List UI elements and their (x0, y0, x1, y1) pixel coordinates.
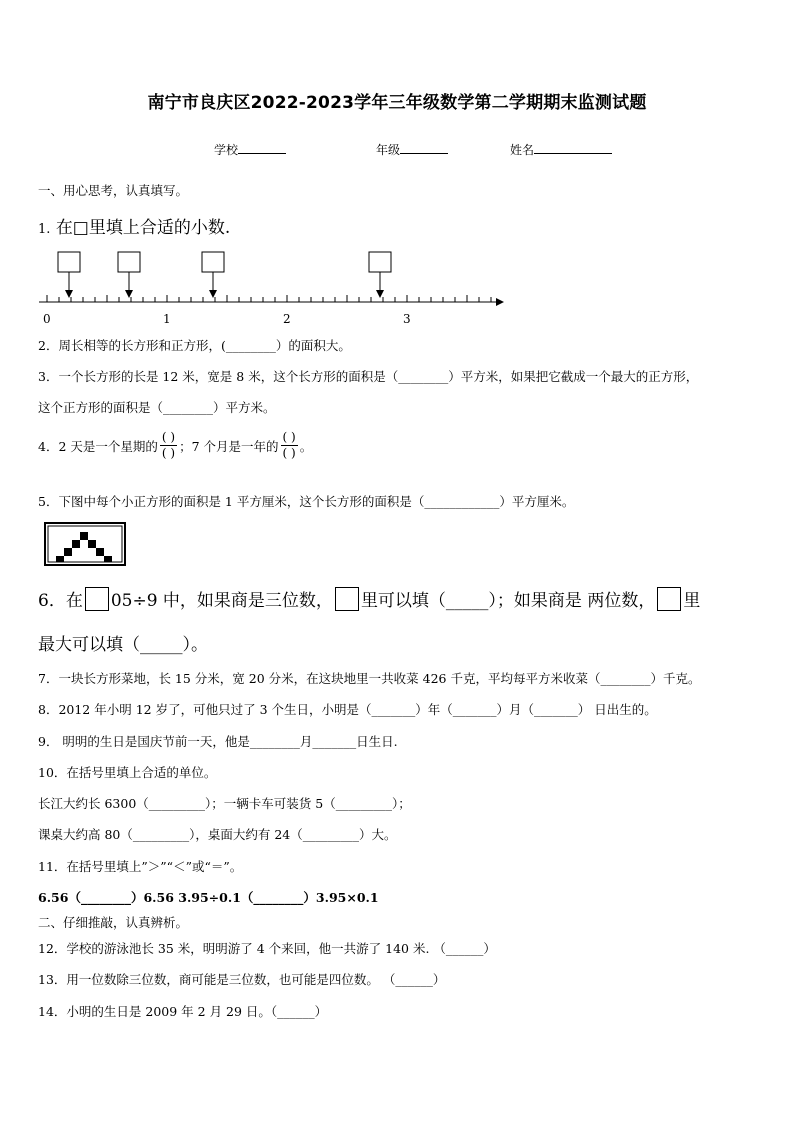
q6-text-a: 6．在 (38, 591, 83, 611)
question-5: 5．下图中每个小正方形的面积是 1 平方厘米，这个长方形的面积是（____________）平方厘米。 (38, 494, 575, 509)
grade-field[interactable] (376, 141, 448, 158)
q6-text-b: 05÷9 中，如果商是三位数， (110, 591, 333, 611)
question-10-heading: 10．在括号里填上合适的单位。 (38, 765, 217, 780)
q4-text-a: 4．2 天是一个星期的 (38, 438, 158, 454)
fraction-1-denominator[interactable]: ( ) (161, 446, 176, 460)
question-6-line-1 (38, 586, 700, 611)
answer-box-2[interactable] (118, 252, 140, 272)
fraction-1-numerator[interactable]: ( ) (161, 430, 176, 444)
tick-label-2: 2 (283, 312, 291, 326)
name-label: 姓名 (510, 143, 535, 157)
question-4 (38, 430, 312, 461)
fraction-2-numerator[interactable]: ( ) (282, 430, 296, 444)
question-14: 14．小明的生日是 2009 年 2 月 29 日。（______） (38, 1004, 328, 1019)
q6-text-c: 里可以填（_____）；如果商是 两位数， (360, 591, 656, 611)
question-11-heading: 11．在括号里填上”＞”“＜”或“＝”。 (38, 859, 243, 874)
question-3-line-1: 3．一个长方形的长是 12 米，宽是 8 米，这个长方形的面积是（________）平方米，如果把它截成一个最大的正方形， (38, 369, 699, 384)
q4-text-b: ；7 个月是一年的 (179, 438, 279, 454)
answer-box-3[interactable] (202, 252, 224, 272)
q6-box-1[interactable] (85, 587, 109, 611)
q6-text-d: 里 (683, 591, 701, 611)
question-12: 12．学校的游泳池长 35 米，明明游了 4 个来回，他一共游了 140 米. （______） (38, 941, 496, 956)
tick-label-0: 0 (43, 312, 51, 326)
tick-label-3: 3 (403, 312, 411, 326)
question-10-line-1: 长江大约长 6300（_________）；一辆卡车可装货 5（_________）； (38, 796, 411, 811)
grade-blank[interactable] (400, 141, 448, 154)
q1-number: 1. (38, 222, 51, 237)
rectangle-grid-figure (44, 522, 126, 566)
question-2: 2．周长相等的长方形和正方形，(________）的面积大。 (38, 338, 351, 353)
question-13: 13．用一位数除三位数，商可能是三位数，也可能是四位数。 （______） (38, 972, 446, 987)
name-field[interactable] (510, 141, 612, 158)
question-1 (38, 213, 230, 238)
q6-box-3[interactable] (657, 587, 681, 611)
question-9: 9． 明明的生日是国庆节前一天，他是________月_______日生日. (38, 734, 398, 749)
q6-box-2[interactable] (335, 587, 359, 611)
question-11-line: 6.56（________）6.56 3.95÷0.1（________）3.95×0.1 (38, 890, 379, 905)
grade-label: 年级 (376, 143, 401, 157)
question-7: 7．一块长方形菜地，长 15 分米，宽 20 分米，在这块地里一共收菜 426 千克，平均每平方米收菜（________）千克。 (38, 671, 701, 686)
section-1-heading: 一、用心思考，认真填写。 (38, 183, 189, 198)
school-blank[interactable] (238, 141, 286, 154)
number-line (30, 248, 510, 328)
question-10-line-2: 课桌大约高 80（_________），桌面大约有 24（_________）大。 (38, 827, 397, 842)
school-label: 学校 (214, 143, 239, 157)
page-title: 南宁市良庆区2022-2023学年三年级数学第二学期期末监测试题 (147, 93, 647, 113)
section-2-heading: 二、仔细推敲，认真辨析。 (38, 915, 189, 930)
q4-text-c: 。 (299, 438, 313, 454)
name-blank[interactable] (534, 141, 612, 154)
school-field[interactable] (214, 141, 286, 158)
question-6-line-2: 最大可以填（_____）。 (38, 635, 208, 655)
fraction-2[interactable] (281, 430, 298, 461)
question-8: 8．2012 年小明 12 岁了，可他只过了 3 个生日，小明是（_______）年（_______）月（_______） 日出生的。 (38, 702, 657, 717)
q1-text: 在□里填上合适的小数. (55, 218, 231, 238)
fraction-2-denominator[interactable]: ( ) (282, 446, 296, 460)
answer-box-1[interactable] (58, 252, 80, 272)
question-3-line-2: 这个正方形的面积是（________）平方米。 (38, 400, 276, 415)
fraction-1[interactable] (160, 430, 177, 461)
answer-box-4[interactable] (369, 252, 391, 272)
tick-label-1: 1 (163, 312, 171, 326)
